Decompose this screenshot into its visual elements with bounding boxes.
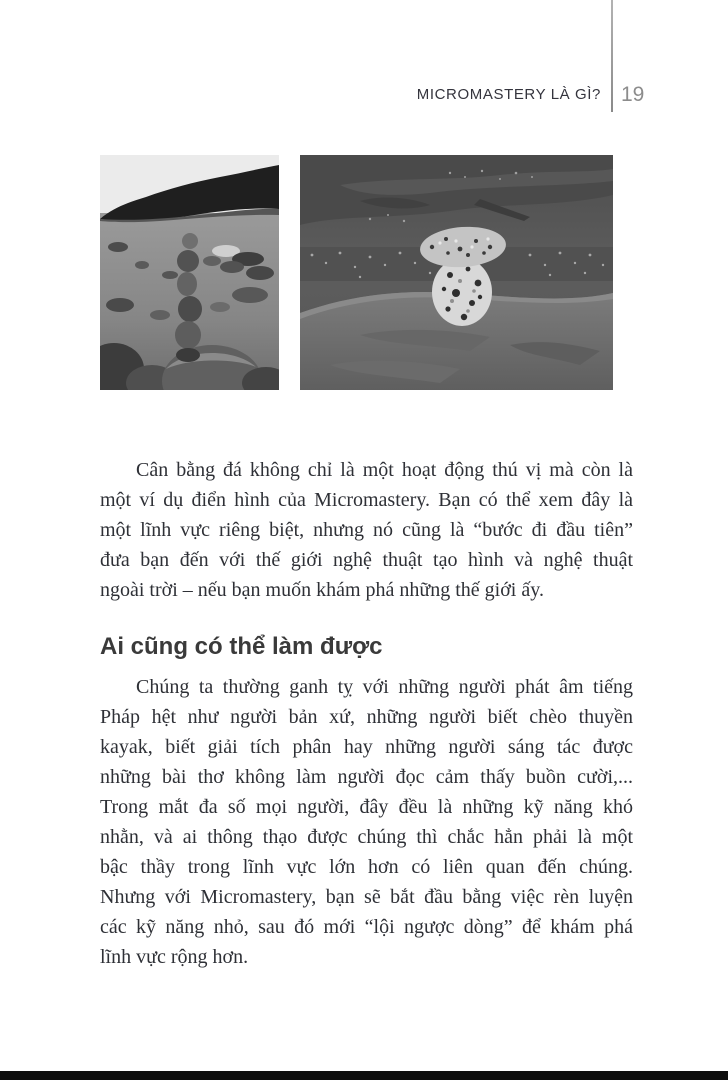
text-line: Chúng ta thường ganh tỵ với những người phát âm tiếng <box>136 676 633 698</box>
text-line: nhằn, và ai thông thạo được chúng thì chắc hẳn phải là một <box>100 826 633 848</box>
section-heading: Ai cũng có thể làm được <box>100 633 383 660</box>
photo-rock-stack-beach <box>100 155 279 390</box>
text-line: một lĩnh vực riêng biệt, nhưng nó cũng là “bước đi đầu tiên” <box>100 519 633 541</box>
paragraph-2 <box>100 672 633 972</box>
text-line: những bài thơ không làm người đọc cảm thấy buồn cười,... <box>100 766 633 788</box>
text-line: ngoài trời – nếu bạn muốn khám phá những thế giới ấy. <box>100 579 544 601</box>
text-line: Nhưng với Micromastery, bạn sẽ bắt đầu bằng việc rèn luyện <box>100 886 633 908</box>
text-line: Cân bằng đá không chỉ là một hoạt động thú vị mà còn là <box>136 459 633 481</box>
text-line: kayak, biết giải tích phân hay những người sáng tác được <box>100 736 633 758</box>
running-header-title: MICROMASTERY LÀ GÌ? <box>416 86 601 103</box>
text-line: Trong mắt đa số mọi người, đây đều là những kỹ năng khó <box>100 796 633 818</box>
text-line: lĩnh vực rộng hơn. <box>100 946 249 968</box>
photo-balanced-stones-closeup <box>300 155 613 390</box>
text-line: bậc thầy trong lĩnh vực lớn hơn có liên quan đến chúng. <box>100 856 633 878</box>
text-line: đưa bạn đến với thế giới nghệ thuật tạo hình và nghệ thuật <box>100 549 633 571</box>
text-line: các kỹ năng nhỏ, sau đó mới “lội ngược dòng” để khám phá <box>100 916 633 938</box>
paragraph-1 <box>100 455 633 605</box>
text-line: Pháp hệt như người bản xứ, những người biết chèo thuyền <box>100 706 633 728</box>
page-number: 19 <box>621 83 645 106</box>
text-line: một ví dụ điển hình của Micromastery. Bạn có thể xem đây là <box>100 489 633 511</box>
header-divider-line <box>611 0 613 112</box>
bottom-bar <box>0 1071 728 1080</box>
